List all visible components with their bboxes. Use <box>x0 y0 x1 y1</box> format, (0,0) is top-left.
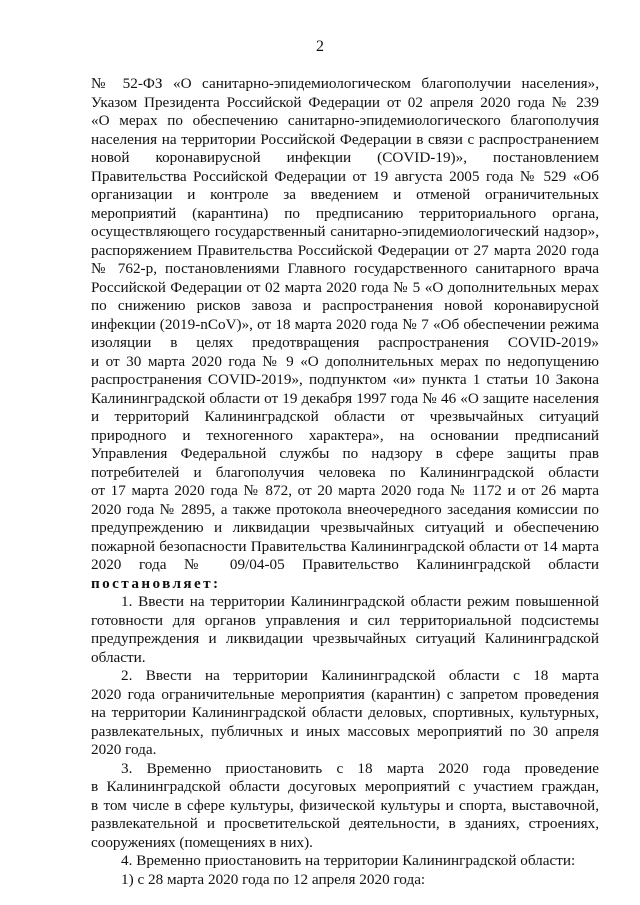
text-line: «О мерах по обеспечению санитарно-эпидемиологического благополучия <box>91 112 599 129</box>
text-line: Калининградской области от 19 декабря 1997 года № 46 «О защите населения <box>91 389 599 407</box>
text-line: 1) с 28 марта 2020 года по 12 апреля 2020 года: <box>121 870 426 888</box>
text-line: в Калининградской области досуговых мероприятий с участием граждан, <box>91 778 599 795</box>
preamble-paragraph <box>91 75 599 593</box>
text-line: и от 30 марта 2020 года № 9 «О дополнительных мерах по недопущению <box>91 352 599 370</box>
text-line: Указом Президента Российской Федерации от 02 апреля 2020 года № 239 <box>91 93 599 111</box>
text-line: потребителей и благополучия человека по Калининградской области <box>91 463 599 481</box>
text-line: 1. Ввести на территории Калининградской области режим повышенной <box>121 593 599 610</box>
text-line: осуществляющего государственный санитарно-эпидемиологический надзор», <box>91 223 599 240</box>
text-line: 4. Временно приостановить на территории Калининградской области: <box>121 852 576 869</box>
page-number: 2 <box>316 38 324 55</box>
text-line: и территорий Калининградской области от чрезвычайных ситуаций <box>91 408 599 425</box>
text-line: пожарной безопасности Правительства Калининградской области от 14 марта <box>91 537 599 555</box>
text-line: от 17 марта 2020 года № 872, от 20 марта 2020 года № 1172 и от 26 марта <box>91 482 599 499</box>
item-1 <box>91 593 599 667</box>
text-line: населения на территории Российской Федерации в связи с распространением <box>91 130 599 148</box>
text-line: в том числе в сфере культуры, физической культуры и спорта, выставочной, <box>91 796 599 814</box>
text-line: развлекательной и просветительской деятельности, в зданиях, строениях, <box>91 815 599 832</box>
text-line: на территории Калининградской области деловых, спортивных, культурных, <box>91 704 599 721</box>
text-line: новой коронавирусной инфекции (COVID-19)», постановлением <box>91 149 599 166</box>
text-line: изоляции в целях предотвращения распространения COVID-2019» <box>91 334 599 351</box>
text-line: организации и контроле за введением и отменой ограничительных <box>91 186 599 203</box>
text-line: 2. Ввести на территории Калининградской области с 18 марта <box>121 667 599 684</box>
text-line: распространения COVID-2019», подпунктом «и» пункта 1 статьи 10 Закона <box>91 371 599 388</box>
text-line: 2020 года № 2895, а также протокола внеочередного заседания комиссии по <box>91 500 599 518</box>
text-line: предупреждения и ликвидации чрезвычайных ситуаций Калининградской <box>91 630 599 647</box>
text-line: 3. Временно приостановить с 18 марта 2020 года проведение <box>121 759 599 777</box>
text-line: № 52-ФЗ «О санитарно-эпидемиологическом благополучии населения», <box>91 75 599 92</box>
text-line: предупреждению и ликвидации чрезвычайных ситуаций и обеспечению <box>91 519 599 536</box>
text-line: по снижению рисков завоза и распространения новой коронавирусной <box>91 297 599 314</box>
text-line: распоряжением Правительства Российской Федерации от 27 марта 2020 года <box>91 241 599 259</box>
text-line: сооружениях (помещениях в них). <box>91 833 313 851</box>
item-3 <box>91 760 599 853</box>
decree-word: постановляет: <box>91 574 221 592</box>
item-4 <box>91 852 599 871</box>
text-line: № 762-р, постановлениями Главного государственного санитарного врача <box>91 260 599 277</box>
text-line: Управления Федеральной службы по надзору в сфере защиты прав <box>91 445 599 462</box>
item-4-subitem-1 <box>91 871 599 890</box>
text-line: 2020 года № 09/04-05 Правительство Калининградской области <box>91 556 599 573</box>
text-line: области. <box>91 648 146 666</box>
text-line: мероприятий (карантина) по предписанию территориального органа, <box>91 204 599 222</box>
text-line: инфекции (2019-nCoV)», от 18 марта 2020 года № 7 «Об обеспечении режима <box>91 315 599 333</box>
item-2 <box>91 667 599 760</box>
text-line: Правительства Российской Федерации от 19 августа 2005 года № 529 «Об <box>91 167 599 185</box>
text-line: Российской Федерации от 02 марта 2020 года № 5 «О дополнительных мерах <box>91 278 599 296</box>
text-line: 2020 года. <box>91 741 157 758</box>
text-line: развлекательных, публичных и иных массовых мероприятий по 30 апреля <box>91 722 599 740</box>
text-line: готовности для органов управления и сил территориальной подсистемы <box>91 611 599 629</box>
document-body <box>91 75 599 889</box>
text-line: 2020 года ограничительные мероприятия (карантин) с запретом проведения <box>91 685 599 703</box>
text-line: природного и техногенного характера», на основании предписаний <box>91 426 599 444</box>
